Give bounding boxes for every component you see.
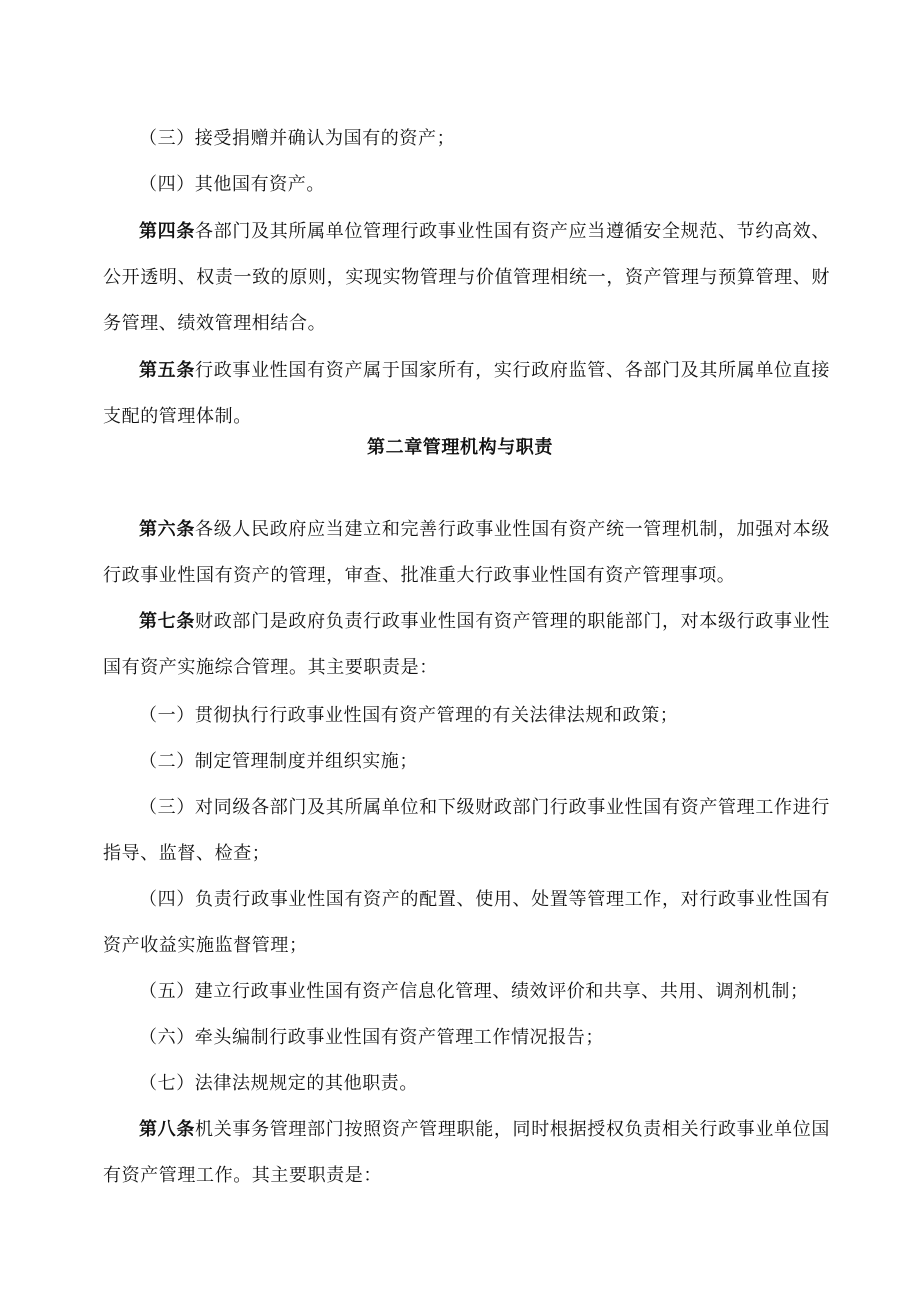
article-7 <box>103 599 830 691</box>
article-8-label: 第八条 <box>139 1119 196 1140</box>
article-4-label: 第四条 <box>139 221 196 242</box>
chapter-heading: 第二章管理机构与职责 <box>367 437 553 458</box>
article-5-text: 行政事业性国有资产属于国家所有，实行政府监管、各部门及其所属单位直接支配的管理体制。 <box>103 360 830 427</box>
article-8 <box>103 1107 830 1199</box>
duty-item-5: （五）建立行政事业性国有资产信息化管理、绩效评价和共享、共用、调剂机制； <box>139 981 809 1002</box>
article-4 <box>103 209 830 347</box>
clause-item-3: （三）接受捐赠并确认为国有的资产； <box>139 128 456 149</box>
article-4-text: 各部门及其所属单位管理行政事业性国有资产应当遵循安全规范、节约高效、公开透明、权责一致的原则，实现实物管理与价值管理相统一，资产管理与预算管理、财务管理、绩效管理相结合。 <box>103 221 830 334</box>
duty-item-7: （七）法律法规规定的其他职责。 <box>139 1073 418 1094</box>
duty-item-2: （二）制定管理制度并组织实施； <box>139 751 418 772</box>
article-6-label: 第六条 <box>139 519 196 540</box>
article-8-text: 机关事务管理部门按照资产管理职能，同时根据授权负责相关行政事业单位国有资产管理工作。其主要职责是： <box>103 1119 830 1186</box>
duty-item-4: （四）负责行政事业性国有资产的配置、使用、处置等管理工作，对行政事业性国有资产收益实施监督管理； <box>103 889 830 956</box>
duty-item-6: （六）牵头编制行政事业性国有资产管理工作情况报告； <box>139 1027 604 1048</box>
duty-item-1: （一）贯彻执行行政事业性国有资产管理的有关法律法规和政策； <box>139 705 679 726</box>
article-5-label: 第五条 <box>139 360 196 381</box>
article-5 <box>103 348 830 440</box>
article-6 <box>103 507 830 599</box>
duty-item-3: （三）对同级各部门及其所属单位和下级财政部门行政事业性国有资产管理工作进行指导、监督、检查； <box>103 797 830 864</box>
clause-item-4: （四）其他国有资产。 <box>139 174 325 195</box>
article-7-text: 财政部门是政府负责行政事业性国有资产管理的职能部门，对本级行政事业性国有资产实施综合管理。其主要职责是： <box>103 611 830 678</box>
article-6-text: 各级人民政府应当建立和完善行政事业性国有资产统一管理机制，加强对本级行政事业性国有资产的管理，审查、批准重大行政事业性国有资产管理事项。 <box>103 519 830 586</box>
article-7-label: 第七条 <box>139 611 196 632</box>
